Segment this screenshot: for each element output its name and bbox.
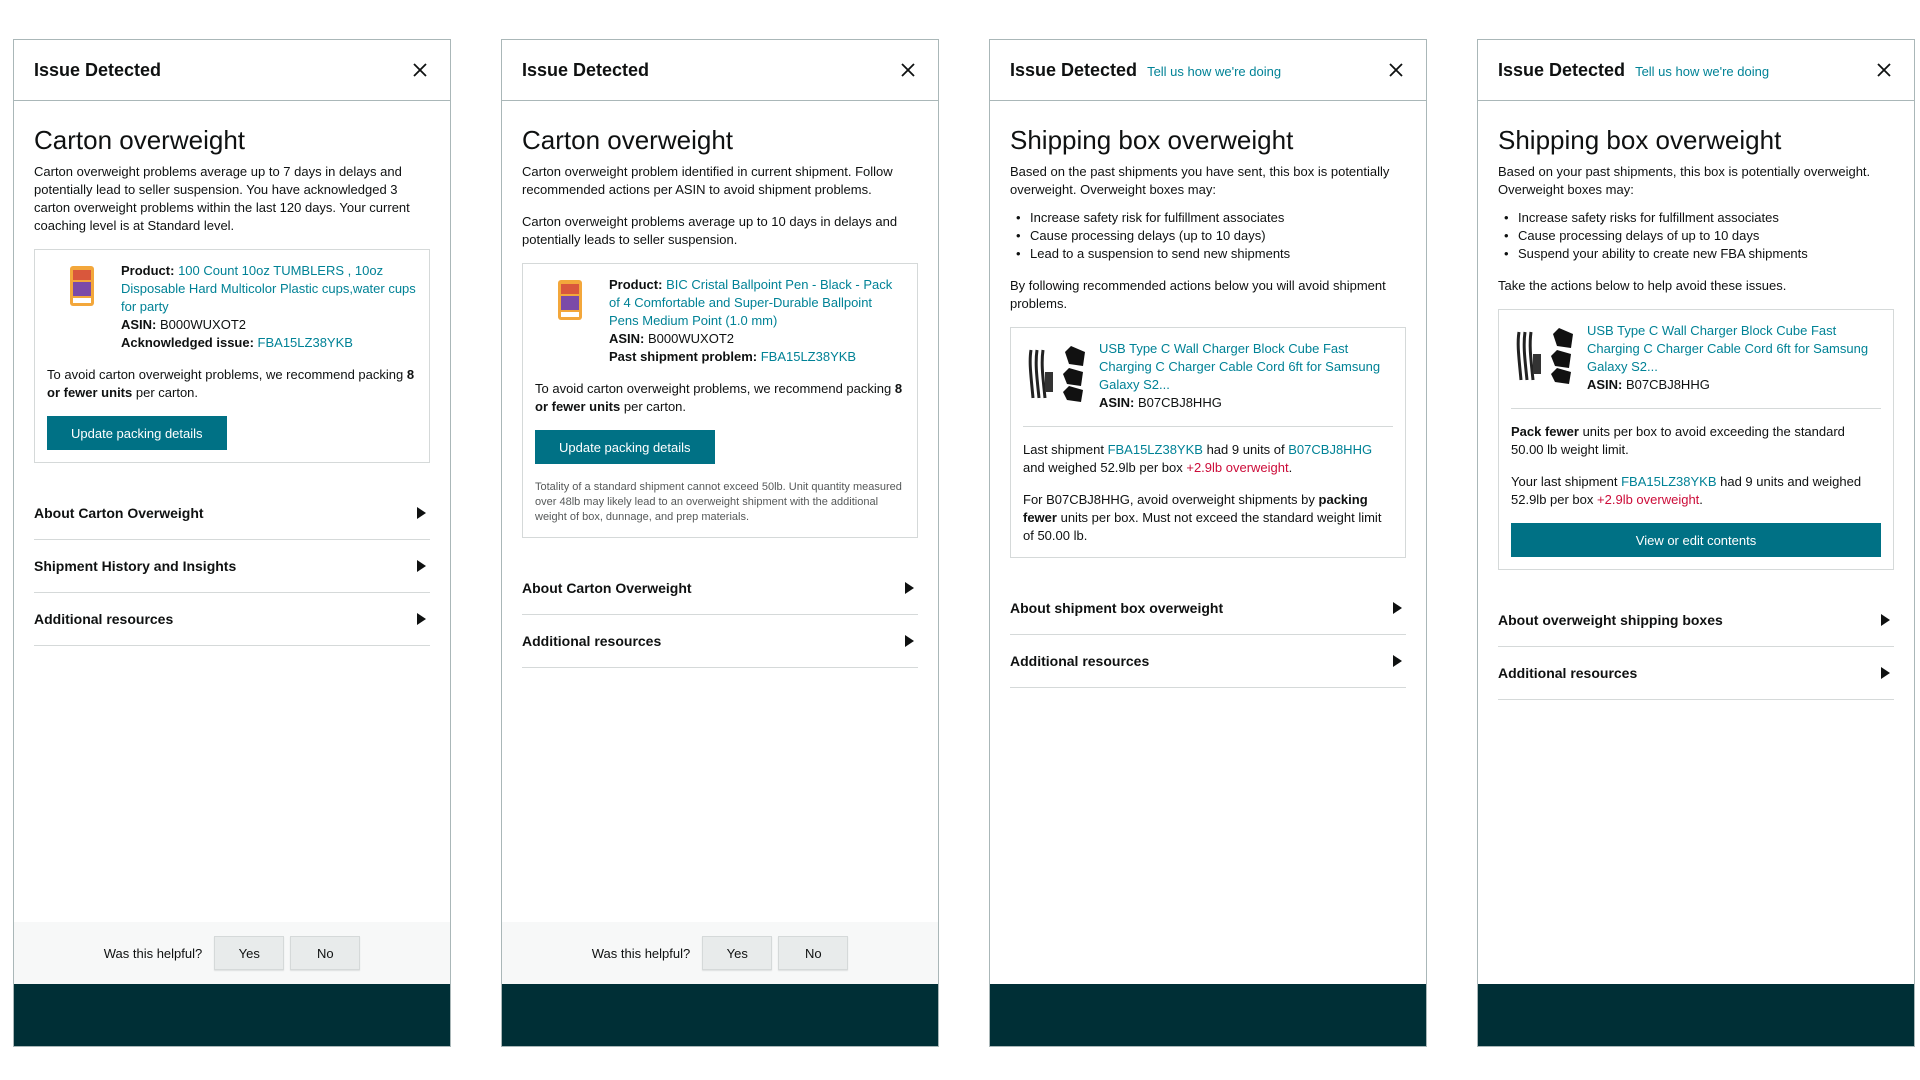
accordion-label: About Carton Overweight [34,505,204,521]
recommendation-text [1023,491,1393,545]
asin-value: B000WUXOT2 [648,331,734,346]
product-details [121,262,417,352]
last-shipment-pre: Your last shipment [1511,474,1618,489]
recommendation-bold: packing fewer [1023,492,1368,525]
view-edit-contents-button[interactable]: View or edit contents [1511,523,1881,557]
issue-panel-4 [1477,39,1915,1047]
accordion-label: Additional resources [1498,665,1638,681]
update-packing-details-button[interactable]: Update packing details [47,416,227,450]
list-item: • Increase safety risks for fulfillment associates [1498,209,1894,227]
accordion-label: Additional resources [34,611,174,627]
accordion-label: About Carton Overweight [522,580,692,596]
issue-label: Past shipment problem: [609,349,758,364]
feedback-survey-link[interactable]: Tell us how we're doing [1147,64,1282,79]
shipment-id-link[interactable]: FBA15LZ38YKB [1107,442,1203,457]
list-item: • Cause processing delays (up to 10 days) [1010,227,1406,245]
product-details [609,276,905,366]
issue-description: Based on the past shipments you have sent, this box is potentially overweight. Overweight boxes may: [1010,164,1390,197]
caret-right-icon [1393,655,1402,667]
recommendation-text [47,366,417,402]
accordion-item-resources[interactable] [34,593,430,646]
last-shipment-weight: and weighed 52.9lb per box [1023,460,1183,475]
last-shipment-text [1511,473,1881,509]
accordion-label: Additional resources [1010,653,1150,669]
accordion [34,487,430,646]
overweight-amount: +2.9lb overweight [1597,492,1700,507]
issue-panel-3 [989,39,1427,1047]
sentence-end: . [1288,460,1293,475]
close-icon[interactable] [898,60,918,80]
accordion-item-resources[interactable] [1010,635,1406,688]
feedback-bar [14,922,450,984]
risk-list [1498,209,1894,263]
overweight-amount: +2.9lb overweight [1186,460,1289,475]
feedback-question: Was this helpful? [591,945,691,961]
last-shipment-text [1023,441,1393,477]
product-card [34,249,430,463]
product-name-link[interactable]: BIC Cristal Ballpoint Pen - Black - Pack of 4 Comfortable and Super-Durable Ballpoint Pens Medium Point (1.0 mm) [609,277,893,328]
last-shipment-mid: had 9 units of [1206,442,1285,457]
product-name-link[interactable]: USB Type C Wall Charger Block Cube Fast Charging C Charger Cable Cord 6ft for Samsung Galaxy S2... [1099,341,1381,392]
issue-description: Carton overweight problems average up to 7 days in delays and potentially lead to seller suspension. You have acknowledged 3 carton overweight problems within the last 120 days. Your current coaching level is at Standard level. [34,164,410,233]
recommendation-pre: To avoid carton overweight problems, we recommend packing [47,367,404,382]
asin-label: ASIN: [121,317,157,332]
sentence-end: . [1699,492,1703,507]
accordion-label: About overweight shipping boxes [1498,612,1723,628]
last-shipment-mid: had 9 units and weighed 52.9lb per box [1511,474,1862,507]
product-card [522,263,918,538]
shipment-id-link[interactable]: FBA15LZ38YKB [257,335,353,350]
panel-header [990,40,1426,101]
issue-description: Based on your past shipments, this box is potentially overweight. Overweight boxes may: [1498,164,1871,197]
panel-header-title: Issue Detected [1498,59,1626,80]
shipment-id-link[interactable]: FBA15LZ38YKB [1621,474,1717,489]
issue-description: Carton overweight problem identified in current shipment. Follow recommended actions per ASIN to avoid shipment problems. [522,164,893,197]
recommendation-post: units per box. Must not exceed the standard weight limit of 50.00 lb. [1023,510,1382,543]
panel-body [502,101,938,922]
accordion-item-history[interactable] [34,540,430,593]
issue-panel-1 [13,39,451,1047]
weight-footnote: Totality of a standard shipment cannot exceed 50lb. Unit quantity measured over 48lb may likely lead to an overweight shipment with the additional weight of box, dunnage, and prep materials. [535,481,902,523]
list-item: • Cause processing delays of up to 10 days [1498,227,1894,245]
product-row [1511,322,1881,394]
issue-title: Carton overweight [522,125,733,155]
asin-value: B000WUXOT2 [160,317,246,332]
caret-right-icon [417,507,426,519]
recommendation-post: per carton. [623,399,687,414]
panel-header [14,40,450,101]
recommendation-post: per carton. [135,385,199,400]
pack-fewer-rest: units per box to avoid exceeding the standard 50.00 lb weight limit. [1511,424,1845,457]
feedback-no-button[interactable]: No [290,936,360,970]
pack-fewer-text [1511,423,1881,459]
risk-list [1010,209,1406,263]
issue-description-2: By following recommended actions below you will avoid shipment problems. [1010,278,1386,311]
accordion-item-about[interactable] [1498,594,1894,647]
asin-link[interactable]: B07CBJ8HHG [1288,442,1373,457]
update-packing-details-button[interactable]: Update packing details [535,430,715,464]
issue-title: Shipping box overweight [1498,125,1782,155]
card-divider [1023,426,1393,427]
product-row [47,262,417,352]
caret-right-icon [1393,602,1402,614]
product-image-pens-icon [535,276,605,322]
issue-title: Carton overweight [34,125,245,155]
accordion-label: Additional resources [522,633,662,649]
card-divider [1511,408,1881,409]
recommendation-units: 8 or fewer units [47,367,415,400]
caret-right-icon [905,635,914,647]
accordion-item-resources[interactable] [522,615,918,668]
asin-label: ASIN: [1099,395,1135,410]
accordion [1010,582,1406,688]
panel-footer [14,984,450,1046]
feedback-yes-button[interactable]: Yes [702,936,772,970]
feedback-yes-button[interactable]: Yes [214,936,284,970]
product-name-link[interactable]: 100 Count 10oz TUMBLERS , 10oz Disposable Hard Multicolor Plastic cups,water cups for party [121,263,416,314]
panel-header [502,40,938,101]
panel-header [1478,40,1914,101]
close-icon[interactable] [1874,60,1894,80]
panel-footer [1478,984,1914,1046]
panel-header-title: Issue Detected [1010,59,1138,80]
issue-label: Acknowledged issue: [121,335,254,350]
product-name-link[interactable]: USB Type C Wall Charger Block Cube Fast Charging C Charger Cable Cord 6ft for Samsung Galaxy S2... [1587,323,1869,374]
panel-footer [990,984,1426,1046]
feedback-bar [502,922,938,984]
panel-body [14,101,450,922]
product-details [1099,340,1393,412]
panel-header-title: Issue Detected [522,59,650,80]
list-item: • Increase safety risk for fulfillment associates [1010,209,1406,227]
accordion-label: Shipment History and Insights [34,558,237,574]
issue-description-2: Carton overweight problems average up to 10 days in delays and potentially leads to seller suspension. [522,214,898,247]
issue-description-2: Take the actions below to help avoid these issues. [1498,278,1787,293]
close-icon[interactable] [1386,60,1406,80]
accordion [522,562,918,668]
recommendation-units: 8 or fewer units [535,381,903,414]
product-image-charger-icon [1511,322,1581,384]
asin-label: ASIN: [609,331,645,346]
panel-footer [502,984,938,1046]
product-label: Product: [609,277,663,292]
product-image-cups-icon [47,262,117,308]
caret-right-icon [905,582,914,594]
product-row [1023,340,1393,412]
recommendation-pre: For B07CBJ8HHG, avoid overweight shipments by [1023,492,1315,507]
product-row [535,276,905,366]
accordion-item-resources[interactable] [1498,647,1894,700]
caret-right-icon [1881,614,1890,626]
asin-value: B07CBJ8HHG [1626,377,1710,392]
accordion-item-about[interactable] [34,487,430,540]
list-item: • Lead to a suspension to send new shipments [1010,245,1406,263]
asin-label: ASIN: [1587,377,1623,392]
feedback-survey-link[interactable]: Tell us how we're doing [1635,64,1770,79]
accordion [1498,594,1894,700]
accordion-label: About shipment box overweight [1010,600,1224,616]
recommendation-pre: To avoid carton overweight problems, we recommend packing [535,381,892,396]
panel-body [990,101,1426,922]
issue-title: Shipping box overweight [1010,125,1294,155]
footer-spacer [1478,922,1914,984]
caret-right-icon [417,613,426,625]
shipment-id-link[interactable]: FBA15LZ38YKB [760,349,857,364]
product-label: Product: [121,263,175,278]
feedback-question: Was this helpful? [103,945,203,961]
asin-value: B07CBJ8HHG [1138,395,1222,410]
product-details [1587,322,1881,394]
panel-header-title: Issue Detected [34,59,162,80]
accordion-item-about[interactable] [522,562,918,615]
caret-right-icon [417,560,426,572]
feedback-no-button[interactable]: No [778,936,848,970]
product-image-charger-icon [1023,340,1093,402]
accordion-item-about[interactable] [1010,582,1406,635]
footer-spacer [990,922,1426,984]
list-item: • Suspend your ability to create new FBA shipments [1498,245,1894,263]
caret-right-icon [1881,667,1890,679]
pack-fewer-bold: Pack fewer [1511,424,1579,439]
panel-body [1478,101,1914,922]
product-card [1498,309,1894,570]
product-card [1010,327,1406,558]
issue-panel-2 [501,39,939,1047]
last-shipment-pre: Last shipment [1023,442,1104,457]
close-icon[interactable] [410,60,430,80]
recommendation-text [535,380,905,416]
